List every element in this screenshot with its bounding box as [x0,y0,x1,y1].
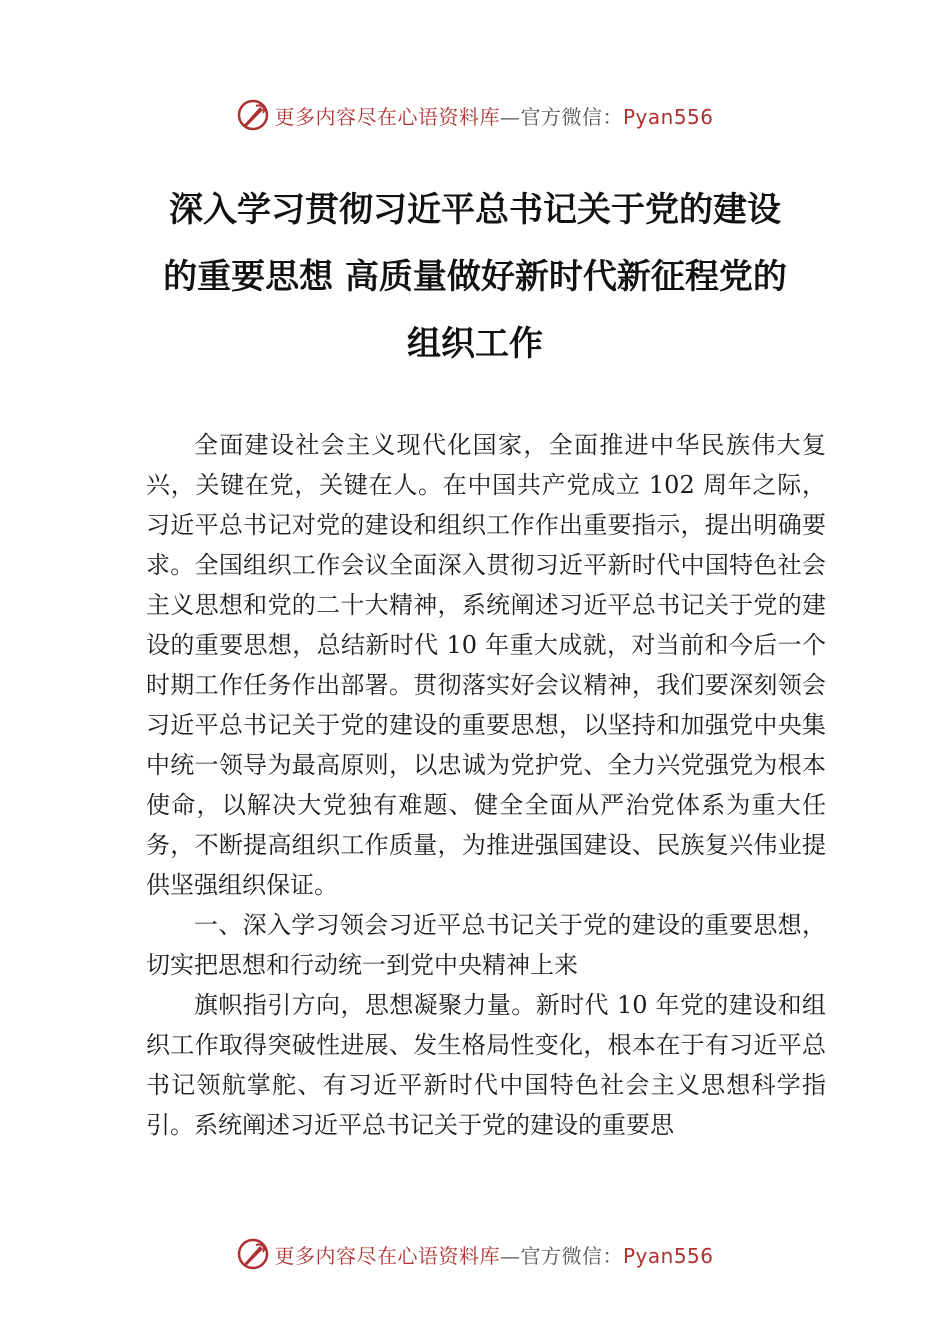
banner-text: 更多内容尽在心语资料库—官方微信：Pyan556 [274,1243,714,1268]
footer-banner [0,1234,950,1274]
quill-logo-icon [236,1237,270,1271]
banner-text: 更多内容尽在心语资料库—官方微信：Pyan556 [274,104,714,129]
header-banner [0,95,950,135]
document-body [146,425,826,1145]
body-paragraph-1: 全面建设社会主义现代化国家，全面推进中华民族伟大复兴，关键在党，关键在人。在中国共产党成立 102 周年之际，习近平总书记对党的建设和组织工作作出重要指示，提出明确要求。全国组织工作会议全面深入贯彻习近平新时代中国特色社会主义思想和党的二十大精神，系统阐述习近平总书记关于党的建设的重要思想，总结新时代 10 年重大成就，对当前和今后一个时期工作任务作出部署。贯彻落实好会议精神，我们要深刻领会习近平总书记关于党的建设的重要思想，以坚持和加强党中央集中统一领导为最高原则，以忠诚为党护党、全力兴党强党为根本使命，以解决大党独有难题、健全全面从严治党体系为重大任务，不断提高组织工作质量，为推进强国建设、民族复兴伟业提供坚强组织保证。 [146,431,826,899]
document-title [140,180,810,381]
title-line-2: 的重要思想 高质量做好新时代新征程党的 [163,257,787,297]
section-heading-1: 一、深入学习领会习近平总书记关于党的建设的重要思想，切实把思想和行动统一到党中央精神上来 [146,911,826,979]
title-line-1: 深入学习贯彻习近平总书记关于党的建设 [169,190,781,230]
body-paragraph-2: 旗帜指引方向，思想凝聚力量。新时代 10 年党的建设和组织工作取得突破性进展、发生格局性变化，根本在于有习近平总书记领航掌舵、有习近平新时代中国特色社会主义思想科学指引。系统阐述习近平总书记关于党的建设的重要思 [146,991,826,1139]
quill-logo-icon [236,98,270,132]
title-line-3: 组织工作 [407,324,543,364]
